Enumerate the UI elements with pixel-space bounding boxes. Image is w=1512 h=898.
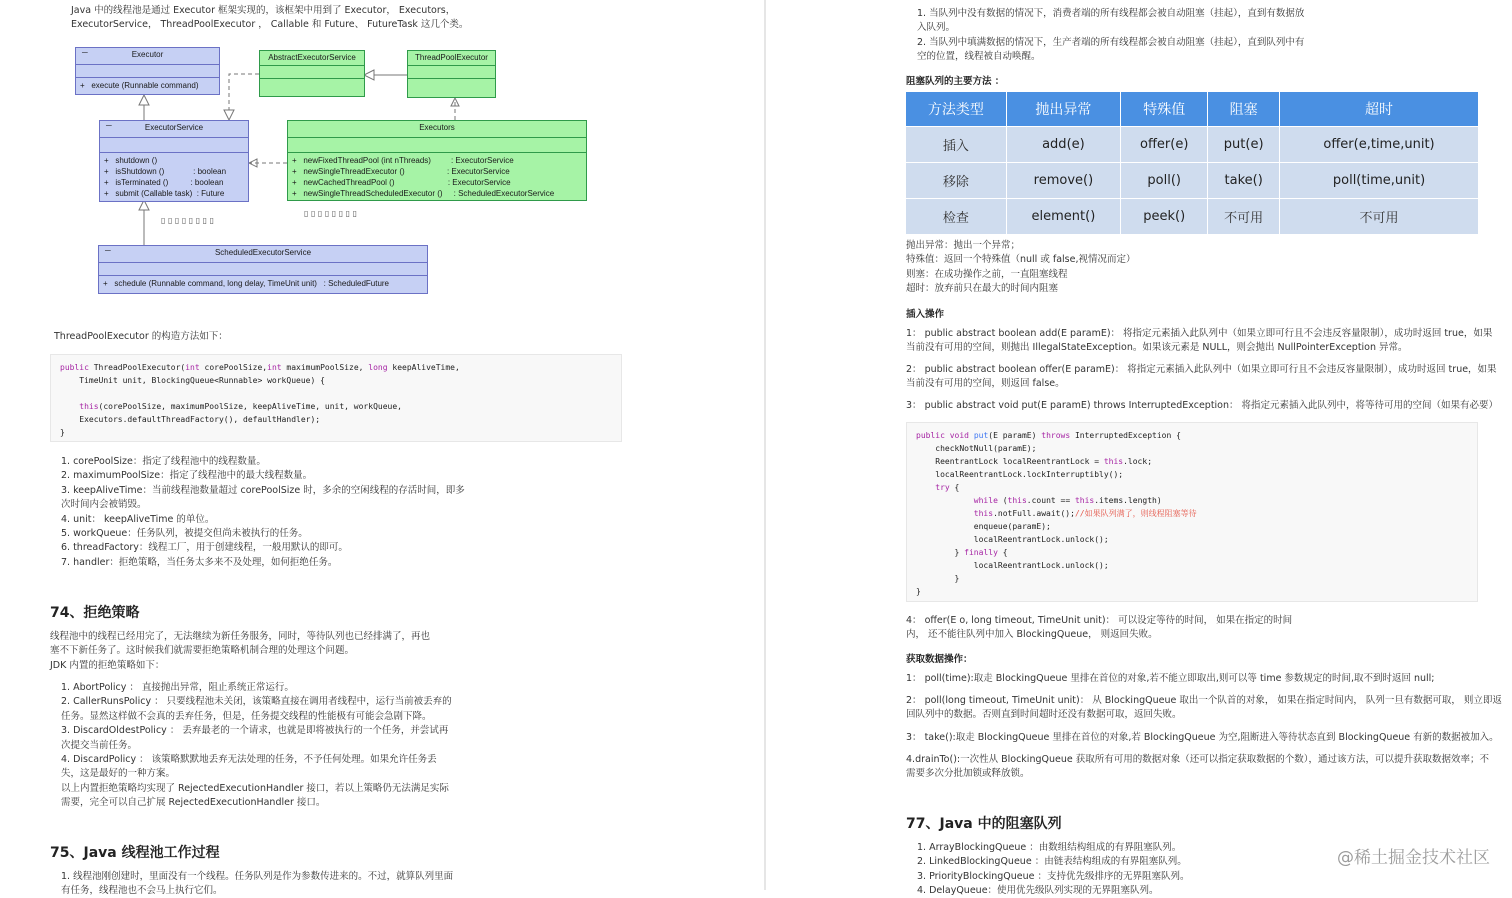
code-token: (corePoolSize, maximumPoolSize, keepAliveTime, unit, workQueue, <box>98 402 402 411</box>
code-token <box>916 483 935 492</box>
table-header-cell: 特殊值 <box>1121 92 1207 126</box>
table-cell: add(e) <box>1007 127 1120 162</box>
uml-executors <box>287 120 587 201</box>
get-title: 获取数据操作： <box>906 654 973 665</box>
code-line <box>60 361 612 374</box>
param-item: 次时间内会被销毁。 <box>61 499 147 511</box>
code-line <box>916 572 1468 585</box>
section-75-line-2: 有任务，线程池也不会马上执行它们。 <box>61 885 223 896</box>
code-token: Executors.defaultThreadFactory(), defaultHandler); <box>60 415 321 424</box>
uml-scheduled-executor-service <box>98 245 428 294</box>
methods-table <box>905 91 1479 235</box>
table-header-cell: 方法类型 <box>906 92 1006 126</box>
legend-item: 抛出异常：抛出一个异常； <box>906 240 1021 251</box>
policy-item: 2. CallerRunsPolicy ： 只要线程池未关闭，该策略直接在调用者线程中，运行当前被丢弃的 <box>61 696 452 708</box>
uml-executor-dash: ─ <box>82 48 88 57</box>
table-cell: poll(time,unit) <box>1280 163 1478 198</box>
code-token: throws <box>1041 431 1075 440</box>
table-cell: offer(e) <box>1121 127 1207 162</box>
param-item: 4. unit： keepAliveTime 的单位。 <box>61 513 215 525</box>
right-page <box>766 0 1512 897</box>
code-line <box>60 374 612 387</box>
code-token: { <box>954 483 960 492</box>
blocking-intro-item: 2. 当队列中填满数据的情况下，生产者端的所有线程都会被自动阻塞（挂起），直到队列中有 <box>917 36 1305 48</box>
code-token: enqueue(paramE); <box>916 522 1051 531</box>
uml-executors-name: Executors <box>288 121 586 138</box>
table-cell: element() <box>1007 199 1120 234</box>
insert-4-line-2: 内， 还不能往队列中加入 BlockingQueue， 则返回失败。 <box>906 629 1158 640</box>
code-token <box>916 496 974 505</box>
table-row <box>906 199 1478 234</box>
uml-abstract-name: AbstractExecutorService <box>260 51 364 66</box>
table-cell: poll() <box>1121 163 1207 198</box>
code-token: int <box>185 363 205 372</box>
code-line <box>916 455 1468 468</box>
queue-item: 4. DelayQueue：使用优先级队列实现的无界阻塞队列。 <box>917 885 1159 897</box>
table-cell: remove() <box>1007 163 1120 198</box>
code-token: ReentrantLock localReentrantLock = <box>916 457 1104 466</box>
code-token: int <box>267 363 287 372</box>
param-item: 1. corePoolSize：指定了线程池中的线程数量。 <box>61 456 266 467</box>
table-header-cell: 超时 <box>1280 92 1478 126</box>
code-line <box>916 429 1468 442</box>
table-cell: 插入 <box>906 127 1006 162</box>
code-token: } <box>60 428 65 437</box>
uml-abstract-executor-service <box>259 50 365 97</box>
code-line <box>916 507 1468 520</box>
policy-item: 需要，完全可以自己扩展 RejectedExecutionHandler 接口。 <box>61 797 326 809</box>
uml-executor-name: Executor <box>76 48 219 65</box>
code-line <box>60 400 612 413</box>
code-line <box>916 533 1468 546</box>
code-token: } <box>916 548 965 557</box>
queue-item: 2. LinkedBlockingQueue ：由链表结构组成的有界阻塞队列。 <box>917 856 1187 868</box>
uml-service-methods: + shutdown () + isShutdown () : boolean + isTerminated () : boolean + submit (Callable task) : Future <box>104 156 227 198</box>
code-token: .count == <box>1026 496 1075 505</box>
code-line <box>916 585 1468 598</box>
code-token: this <box>1007 496 1027 505</box>
code-line <box>916 520 1468 533</box>
code-line <box>916 546 1468 559</box>
heading-77: 77、Java 中的阻塞队列 <box>906 816 1062 832</box>
policy-item: 1. AbortPolicy ： 直接抛出异常，阻止系统正常运行。 <box>61 682 294 693</box>
intro-line-2: ExecutorService， ThreadPoolExecutor ， Callable 和 Future、 FutureTask 这几个类。 <box>71 19 469 30</box>
table-cell: put(e) <box>1208 127 1279 162</box>
table-header-cell: 阻塞 <box>1208 92 1279 126</box>
code-token: InterruptedException { <box>1074 431 1181 440</box>
uml-garbled-label-2: ▯ ▯ ▯ ▯ ▯ ▯ ▯ ▯ <box>304 209 358 218</box>
param-item: 6. threadFactory：线程工厂，用于创建线程，一般用默认的即可。 <box>61 542 348 554</box>
get-2-line-1: 2： poll(long timeout, TimeUnit unit)： 从 BlockingQueue 取出一个队首的对象， 如果在指定时间内， 队列一旦有数据可取， 则立即返 <box>906 695 1502 706</box>
insert-1-line-2: 当前没有可用的空间，则抛出 IllegalStateException。如果该元素是 NULL，则会抛出 NullPointerException 异常。 <box>906 342 1408 353</box>
insert-2-line-2: 当前没有可用的空间，则返回 false。 <box>906 378 1065 389</box>
uml-thread-pool-executor <box>407 50 496 98</box>
get-4-line-2: 需要多次分批加锁或释放锁。 <box>906 768 1030 779</box>
code-token <box>60 402 79 411</box>
code-token: ThreadPoolExecutor( <box>93 363 186 372</box>
code-token: try <box>935 483 955 492</box>
insert-3: 3： public abstract void put(E paramE) throws InterruptedException： 将指定元素插入此队列中，将等待可用的空间（如果有必要） <box>906 400 1499 411</box>
insert-1-line-1: 1： public abstract boolean add(E paramE)： 将指定元素插入此队列中（如果立即可行且不会违反容量限制），成功时返回 true，如果 <box>906 328 1493 339</box>
param-item: 5. workQueue：任务队列，被提交但尚未被执行的任务。 <box>61 528 308 539</box>
legend-item: 超时：放弃前只在最大的时间内阻塞 <box>906 283 1059 295</box>
param-item: 2. maximumPoolSize：指定了线程池中的最大线程数量。 <box>61 470 313 482</box>
code-line <box>916 494 1468 507</box>
policy-item: 以上内置拒绝策略均实现了 RejectedExecutionHandler 接口，若以上策略仍无法满足实际 <box>61 782 449 794</box>
code-line <box>916 468 1468 481</box>
code-token: .lock; <box>1123 457 1153 466</box>
section-74-line: 线程池中的线程已经用完了，无法继续为新任务服务，同时，等待队列也已经排满了，再也 <box>50 631 431 642</box>
code-token: { <box>1002 548 1008 557</box>
param-item: 7. handler：拒绝策略，当任务太多来不及处理，如何拒绝任务。 <box>61 556 338 568</box>
code-line <box>916 442 1468 455</box>
code-line <box>60 387 612 400</box>
code-token: localReentrantLock.unlock(); <box>916 535 1109 544</box>
heading-75: 75、Java 线程池工作过程 <box>50 845 220 861</box>
code-token: finally <box>964 548 1003 557</box>
insert-4-line-1: 4： offer(E o, long timeout, TimeUnit unit)： 可以设定等待的时间， 如果在指定的时间 <box>906 615 1293 626</box>
get-3: 3： take():取走 BlockingQueue 里排在首位的对象,若 BlockingQueue 为空,阻断进入等待状态直到 BlockingQueue 有新的数据被加入。 <box>906 732 1499 743</box>
uml-scheduled-dash: ─ <box>105 246 111 255</box>
legend-item: 特殊值：返回一个特殊值（null 或 false,视情况而定） <box>906 254 1136 266</box>
uml-service-name: ExecutorService <box>100 121 248 138</box>
put-code-block <box>906 422 1478 602</box>
get-4-line-1: 4.drainTo():一次性从 BlockingQueue 获取所有可用的数据对象（还可以指定获取数据的个数），通过该方法，可以提升获取数据效率；不 <box>906 754 1489 765</box>
table-row <box>906 163 1478 198</box>
table-header-cell: 抛出异常 <box>1007 92 1120 126</box>
code-token: void <box>949 431 974 440</box>
policy-item: 4. DiscardPolicy ： 该策略默默地丢弃无法处理的任务，不予任何处理。如果允许任务丢 <box>61 754 437 765</box>
code-token: this <box>1103 457 1124 466</box>
code-token: .notFull.await(); <box>993 509 1075 518</box>
table-cell: 不可用 <box>1280 199 1478 234</box>
queue-item: 3. PriorityBlockingQueue ：支持优先级排序的无界阻塞队列。 <box>917 870 1190 882</box>
table-body <box>906 127 1478 234</box>
uml-service-dash: ─ <box>106 121 112 130</box>
table-cell: peek() <box>1121 199 1207 234</box>
code-token: while <box>973 496 1003 505</box>
code-token: TimeUnit unit, BlockingQueue<Runnable> workQueue) { <box>60 376 325 385</box>
code-token: this <box>1074 496 1095 505</box>
code-token: keepAliveTime, <box>392 363 460 372</box>
uml-executor-methods: + execute (Runnable command) <box>80 81 199 90</box>
code-token: localReentrantLock.lockInterruptibly(); <box>916 470 1124 479</box>
table-cell: 检查 <box>906 199 1006 234</box>
methods-title: 阻塞队列的主要方法 ： <box>906 76 1005 87</box>
insert-2-line-1: 2： public abstract boolean offer(E paramE)： 将指定元素插入此队列中（如果立即可行且不会违反容量限制），成功时返回 true，如果 <box>906 364 1497 375</box>
code-token <box>60 389 65 398</box>
blocking-intro-item: 1. 当队列中没有数据的情况下，消费者端的所有线程都会被自动阻塞（挂起），直到有数据放 <box>917 8 1305 19</box>
code-line <box>60 426 612 439</box>
policy-item: 失，这是最好的一种方案。 <box>61 768 176 780</box>
code-line <box>916 559 1468 572</box>
table-cell: offer(e,time,unit) <box>1280 127 1478 162</box>
policy-item: 3. DiscardOldestPolicy ： 丢弃最老的一个请求，也就是即将被执行的一个任务，并尝试再 <box>61 725 449 737</box>
policy-item: 任务。显然这样做不会真的丢弃任务，但是，任务提交线程的性能极有可能会急剧下降。 <box>61 710 432 722</box>
table-cell: take() <box>1208 163 1279 198</box>
ctor-label: ThreadPoolExecutor 的构造方法如下： <box>54 331 228 342</box>
policy-item: 次提交当前任务。 <box>61 739 138 751</box>
code-token: .items.length) <box>1094 496 1162 505</box>
code-token: localReentrantLock.unlock(); <box>916 561 1109 570</box>
code-token: } <box>916 574 960 583</box>
table-cell: 不可用 <box>1208 199 1279 234</box>
intro-line-1: Java 中的线程池是通过 Executor 框架实现的，该框架中用到了 Executor， Executors， <box>71 5 456 16</box>
uml-tpe-name: ThreadPoolExecutor <box>408 51 495 66</box>
table-header-row <box>906 92 1478 126</box>
get-1: 1： poll(time):取走 BlockingQueue 里排在首位的对象,若不能立即取出,则可以等 time 参数规定的时间,取不到时返回 null; <box>906 673 1435 684</box>
watermark: @稀土掘金技术社区 <box>1337 848 1490 868</box>
queue-item: 1. ArrayBlockingQueue ：由数组结构组成的有界阻塞队列。 <box>917 842 1182 853</box>
code-token: put <box>973 431 989 440</box>
table-row <box>906 127 1478 162</box>
code-token: public <box>60 363 94 372</box>
insert-title: 插入操作 <box>906 309 945 320</box>
uml-scheduled-methods: + schedule (Runnable command, long delay, TimeUnit unit) : ScheduledFuture <box>103 279 390 288</box>
get-2-line-2: 回队列中的数据。否则直到时间超时还没有数据可取，返回失败。 <box>906 709 1182 720</box>
code-line <box>916 481 1468 494</box>
blocking-intro-item: 入队列。 <box>917 22 956 34</box>
code-token <box>916 509 974 518</box>
code-token: //如果队列满了，则线程阻塞等待 <box>1074 509 1197 518</box>
uml-garbled-label-1: ▯ ▯ ▯ ▯ ▯ ▯ ▯ ▯ <box>161 216 215 225</box>
param-item: 3. keepAliveTime：当前线程池数量超过 corePoolSize 时，多余的空闲线程的存活时间，即多 <box>61 484 465 496</box>
code-token: this <box>79 402 99 411</box>
code-token: checkNotNull(paramE); <box>916 444 1037 453</box>
blocking-intro-item: 空的位置，线程被自动唤醒。 <box>917 51 1041 63</box>
table-cell: 移除 <box>906 163 1006 198</box>
code-token: corePoolSize, <box>204 363 268 372</box>
code-token: public <box>916 431 950 440</box>
code-token: long <box>368 363 393 372</box>
uml-scheduled-name: ScheduledExecutorService <box>99 246 427 263</box>
code-token: this <box>973 509 994 518</box>
heading-74: 74、拒绝策略 <box>50 605 140 621</box>
code-token: } <box>916 587 921 596</box>
code-line <box>60 413 612 426</box>
section-74-line: 塞不下新任务了。这时候我们就需要拒绝策略机制合理的处理这个问题。 <box>50 645 355 657</box>
uml-executor <box>75 47 220 95</box>
code-token: maximumPoolSize, <box>286 363 369 372</box>
ctor-code-block <box>50 354 622 442</box>
legend-item: 则塞：在成功操作之前，一直阻塞线程 <box>906 268 1068 280</box>
section-74-line: JDK 内置的拒绝策略如下： <box>50 659 165 671</box>
code-token: (E paramE) <box>988 431 1042 440</box>
code-token: ( <box>1002 496 1008 505</box>
uml-executors-methods: + newFixedThreadPool (int nThreads) : ExecutorService + newSingleThreadExecutor () : ExecutorService + newCachedThreadPool () : ExecutorService + newSingleThreadScheduledExecutor () : ScheduledExecutorService <box>292 156 555 198</box>
section-75-line-1: 1. 线程池刚创建时，里面没有一个线程。任务队列是作为参数传进来的。不过，就算队列里面 <box>61 871 454 882</box>
uml-executor-service <box>99 120 249 202</box>
